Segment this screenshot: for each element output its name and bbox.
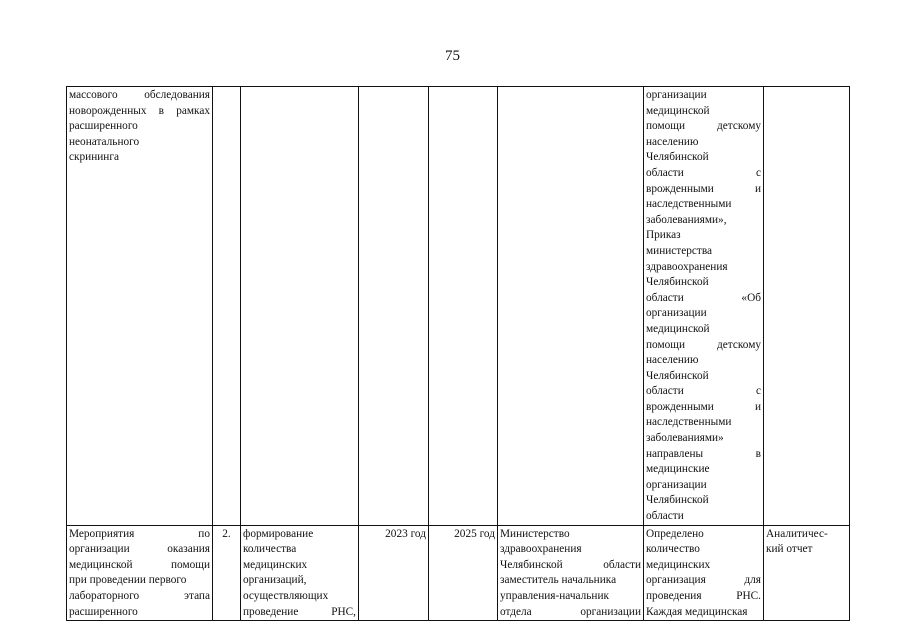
report-form-cell: [764, 87, 850, 526]
text-line: здравоохранения: [500, 543, 582, 556]
text-line: Определено: [646, 527, 704, 540]
text-line: Челябинской: [646, 494, 709, 507]
text-line: помощи детскому: [646, 120, 761, 133]
event-cell: [67, 87, 213, 526]
result-cell: [644, 525, 764, 621]
text-line: Аналитичес-: [766, 527, 828, 540]
report-form-cell: [764, 525, 850, 621]
text-line: Приказ: [646, 229, 681, 242]
text-line: врожденными и: [646, 400, 761, 413]
text-line: заболеваниями»,: [646, 213, 727, 226]
text-line: организация для: [646, 574, 761, 587]
text-line: осуществляющих: [243, 590, 329, 602]
event-cell: [67, 525, 213, 621]
end-year-cell: [429, 87, 498, 526]
text-line: Челябинской: [646, 151, 709, 164]
text-line: при проведении первого: [69, 574, 187, 587]
table-row: [67, 87, 850, 526]
text-line: населению: [646, 135, 699, 148]
text-line: врожденными и: [646, 182, 761, 195]
text-line: расширенного: [69, 605, 138, 618]
task-cell: [241, 525, 359, 621]
text-line: расширенного: [69, 120, 138, 133]
text-line: отдела организации: [500, 605, 641, 618]
text-line: новорожденных в рамках: [69, 104, 210, 117]
text-line: количества: [243, 543, 297, 556]
start-year: 2023 год: [385, 527, 426, 540]
text-line: Министерство: [500, 527, 570, 540]
text-line: количество: [646, 543, 700, 556]
text-line: области: [646, 510, 684, 523]
text-line: кий отчет: [766, 543, 813, 556]
text-line: министерства: [646, 244, 713, 257]
text-line: проведение РНС,: [243, 605, 356, 618]
number-cell: [213, 525, 241, 621]
text-line: управления-начальник: [500, 590, 610, 602]
text-line: Челябинской области: [500, 558, 641, 571]
text-line: лабораторного этапа: [69, 590, 210, 602]
end-year: 2025 год: [454, 527, 495, 540]
text-line: организаций,: [243, 574, 307, 587]
text-line: направлены в: [646, 447, 761, 460]
row-number: 2.: [222, 527, 231, 540]
text-line: области с: [646, 385, 761, 398]
text-line: наследственными: [646, 198, 732, 211]
text-line: скрининга: [69, 151, 119, 164]
text-line: медицинской: [646, 104, 710, 117]
text-line: Каждая медицинская: [646, 605, 748, 618]
text-line: наследственными: [646, 416, 732, 429]
text-line: населению: [646, 354, 699, 367]
text-line: массового обследования: [69, 89, 210, 101]
task-cell: [241, 87, 359, 526]
text-line: медицинской: [646, 322, 710, 335]
start-year-cell: [359, 87, 429, 526]
text-line: медицинских: [646, 558, 711, 571]
text-line: проведения РНС.: [646, 590, 761, 602]
text-line: неонатального: [69, 135, 140, 148]
text-line: здравоохранения: [646, 260, 728, 273]
page-number: 75: [445, 48, 460, 64]
text-line: организации оказания: [69, 543, 210, 556]
text-line: организации: [646, 89, 707, 101]
number-cell: [213, 87, 241, 526]
start-year-cell: [359, 525, 429, 621]
text-line: Челябинской: [646, 369, 709, 382]
text-line: заместитель начальника: [500, 574, 617, 587]
text-line: заболеваниями»: [646, 432, 724, 445]
text-line: организации: [646, 307, 707, 320]
text-line: области «Об: [646, 291, 761, 304]
text-line: медицинские: [646, 463, 710, 476]
text-line: Мероприятия по: [69, 527, 210, 540]
plan-table: [66, 86, 850, 621]
result-cell: [644, 87, 764, 526]
text-line: организации: [646, 478, 707, 491]
table-row: [67, 525, 850, 621]
text-line: Челябинской: [646, 276, 709, 289]
text-line: области с: [646, 166, 761, 179]
text-line: медицинских: [243, 558, 308, 571]
text-line: помощи детскому: [646, 338, 761, 351]
text-line: медицинской помощи: [69, 558, 210, 571]
end-year-cell: [429, 525, 498, 621]
text-line: формирование: [243, 527, 314, 540]
responsible-cell: [498, 525, 644, 621]
responsible-cell: [498, 87, 644, 526]
